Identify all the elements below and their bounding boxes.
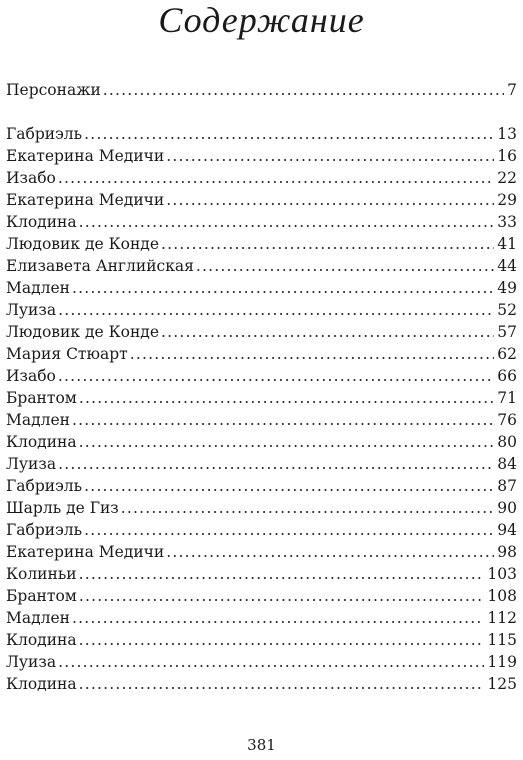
dot-leader	[121, 497, 495, 519]
toc-entry-title: Габриэль	[6, 477, 83, 495]
toc-entry-title: Екатерина Медичи	[6, 147, 165, 165]
toc-entry-page: 52	[497, 301, 517, 319]
toc-entry-title: Шарль де Гиз	[6, 499, 119, 517]
dot-leader	[103, 79, 504, 101]
toc-entry-page: 49	[497, 279, 517, 297]
toc-entry-page: 90	[497, 499, 517, 517]
toc-entry-page: 16	[497, 147, 517, 165]
toc-entry	[6, 563, 517, 585]
toc-entry-page: 115	[487, 631, 517, 649]
dot-leader	[84, 123, 494, 145]
toc-entry-title: Персонажи	[6, 81, 101, 99]
toc-entry	[6, 519, 517, 541]
toc-entry-page: 22	[497, 169, 517, 187]
toc-entry-page: 76	[497, 411, 517, 429]
toc-entry	[6, 233, 517, 255]
toc-entry-page: 98	[497, 543, 517, 561]
toc-entry	[6, 409, 517, 431]
toc-entry	[6, 453, 517, 475]
dot-leader	[130, 343, 495, 365]
toc-entry-page: 33	[497, 213, 517, 231]
toc-entry-title: Людовик де Конде	[6, 235, 159, 253]
toc-entry-page: 103	[487, 565, 517, 583]
dot-leader	[161, 321, 494, 343]
toc-entry	[6, 299, 517, 321]
toc-entry-page: 29	[497, 191, 517, 209]
toc-entry	[6, 343, 517, 365]
dot-leader	[58, 453, 494, 475]
toc-entry-title: Клодина	[6, 213, 77, 231]
dot-leader	[58, 167, 494, 189]
toc-entry	[6, 255, 517, 277]
toc-entry-title: Екатерина Медичи	[6, 191, 165, 209]
dot-leader	[58, 365, 494, 387]
toc-entry-title: Клодина	[6, 675, 77, 693]
toc-entry-page: 66	[497, 367, 517, 385]
toc-entry-title: Габриэль	[6, 521, 83, 539]
dot-leader	[72, 607, 484, 629]
page-title: Содержание	[158, 0, 365, 40]
toc-entry-title: Мария Стюарт	[6, 345, 128, 363]
toc-entry	[6, 189, 517, 211]
dot-leader	[166, 189, 494, 211]
toc-entry-page: 44	[497, 257, 517, 275]
toc-entry-title: Клодина	[6, 631, 77, 649]
toc-intro-list	[6, 79, 517, 101]
toc-entry-page: 125	[487, 675, 517, 693]
toc-entry-page: 112	[487, 609, 517, 627]
toc-entry-title: Колиньи	[6, 565, 77, 583]
toc-entry-page: 13	[497, 125, 517, 143]
dot-leader	[161, 233, 494, 255]
dot-leader	[58, 299, 494, 321]
dot-leader	[72, 409, 494, 431]
dot-leader	[79, 563, 485, 585]
dot-leader	[84, 519, 494, 541]
dot-leader	[79, 211, 495, 233]
dot-leader	[196, 255, 494, 277]
toc-entry-page: 87	[497, 477, 517, 495]
toc-entry-page: 94	[497, 521, 517, 539]
toc-entry	[6, 629, 517, 651]
toc-entry-page: 71	[497, 389, 517, 407]
toc-entry-title: Луиза	[6, 301, 57, 319]
dot-leader	[79, 431, 495, 453]
dot-leader	[79, 387, 494, 409]
toc-entry	[6, 167, 517, 189]
toc-entry-title: Екатерина Медичи	[6, 543, 165, 561]
toc-entry	[6, 365, 517, 387]
toc-entry	[6, 277, 517, 299]
toc-entry-page: 57	[497, 323, 517, 341]
toc-entry	[6, 651, 517, 673]
toc-entry-page: 41	[497, 235, 517, 253]
toc-entry-page: 62	[497, 345, 517, 363]
toc-entry-page: 108	[487, 587, 517, 605]
dot-leader	[79, 629, 485, 651]
page-number: 381	[247, 736, 276, 754]
dot-leader	[166, 541, 494, 563]
toc-entry-page: 80	[497, 433, 517, 451]
toc-entry	[6, 497, 517, 519]
toc-entry-page: 7	[507, 81, 517, 99]
toc-entry	[6, 321, 517, 343]
toc-entry-title: Мадлен	[6, 411, 71, 429]
toc-entry-title: Луиза	[6, 455, 57, 473]
toc-entry-page: 119	[487, 653, 517, 671]
toc-entry-title: Клодина	[6, 433, 77, 451]
toc-entry-title: Брантом	[6, 587, 77, 605]
dot-leader	[58, 651, 484, 673]
toc-entry-title: Луиза	[6, 653, 57, 671]
toc-entry	[6, 431, 517, 453]
toc-entry	[6, 211, 517, 233]
toc-entry-title: Брантом	[6, 389, 77, 407]
dot-leader	[79, 585, 485, 607]
toc-entry	[6, 607, 517, 629]
toc-entry-title: Габриэль	[6, 125, 83, 143]
toc-entry	[6, 541, 517, 563]
toc-entry-title: Мадлен	[6, 609, 71, 627]
toc-chapter-list	[6, 123, 517, 695]
toc-entry-title: Изабо	[6, 367, 56, 385]
toc-entry-title: Людовик де Конде	[6, 323, 159, 341]
toc-entry-title: Изабо	[6, 169, 56, 187]
toc-entry-title: Мадлен	[6, 279, 71, 297]
toc-entry	[6, 79, 517, 101]
toc-entry	[6, 585, 517, 607]
dot-leader	[84, 475, 494, 497]
toc-entry	[6, 145, 517, 167]
toc-entry	[6, 475, 517, 497]
dot-leader	[166, 145, 494, 167]
toc-entry	[6, 387, 517, 409]
toc-entry	[6, 673, 517, 695]
toc-entry	[6, 123, 517, 145]
toc-entry-page: 84	[497, 455, 517, 473]
dot-leader	[72, 277, 494, 299]
toc-entry-title: Елизавета Английская	[6, 257, 194, 275]
dot-leader	[79, 673, 485, 695]
